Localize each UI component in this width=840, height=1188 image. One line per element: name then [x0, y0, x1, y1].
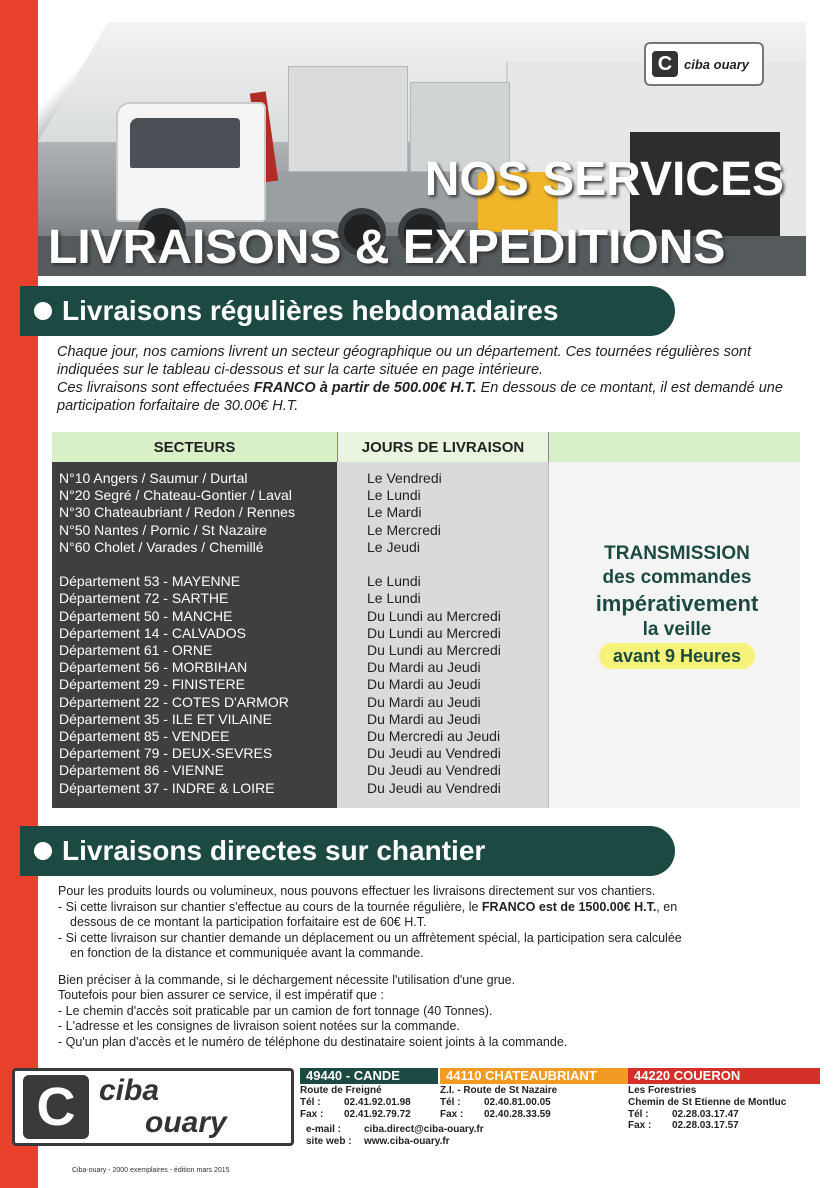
table-cell-day: Du Mardi au Jeudi — [367, 659, 481, 676]
section-banner-regular: Livraisons régulières hebdomadaires — [20, 286, 675, 336]
sector-list — [59, 470, 295, 797]
table-row: Département 50 - MANCHE — [59, 607, 233, 624]
table-row: Département 37 - INDRE & LOIRE — [59, 779, 275, 796]
email-link[interactable]: ciba.direct@ciba-ouary.fr — [364, 1124, 484, 1135]
table-row: Département 53 - MAYENNE — [59, 573, 241, 590]
bullet-icon — [34, 302, 52, 320]
table-row: N°60 Cholet / Varades / Chemillé — [59, 538, 264, 555]
office-cande: 49440 - CANDE Route de Freigné Tél : 02.41.92.01.98 Fax : 02.41.92.79.72 — [300, 1068, 438, 1120]
header-days: JOURS DE LIVRAISON — [337, 432, 549, 462]
logo-mark-icon: C — [23, 1075, 89, 1139]
phone-number[interactable]: 02.41.92.01.98 — [344, 1096, 411, 1108]
delivery-table — [52, 432, 800, 808]
logo-mark-icon: C — [652, 51, 678, 77]
phone-number[interactable]: 02.40.81.00.05 — [484, 1096, 551, 1108]
hero-title-2: LIVRAISONS & EXPEDITIONS — [48, 221, 726, 274]
intro-text: Chaque jour, nos camions livrent un secteur géographique ou un département. Ces tournées régulières sont indiquées sur le tableau ci-dessous et sur la carte située en page intérieure. Ces livraisons sont effectuées FRANCO à partir de 500.00€ H.T. En dessous de ce montant, il est demandé une participation forfaitaire de 30.00€ H.T. — [57, 344, 783, 414]
table-cell-day: Du Lundi au Mercredi — [367, 607, 501, 624]
office-coueron: 44220 COUERON Les Forestries Chemin de St Etienne de Montluc Tél : 02.28.03.17.47 Fax : 02.28.03.17.57 — [628, 1068, 820, 1132]
header-sectors: SECTEURS — [153, 438, 236, 456]
table-cell-day: Le Lundi — [367, 487, 421, 504]
bullet-icon — [34, 842, 52, 860]
table-cell-day: Le Mercredi — [367, 521, 441, 538]
table-cell-day: Du Jeudi au Vendredi — [367, 745, 501, 762]
table-cell-day: Du Jeudi au Vendredi — [367, 779, 501, 796]
table-row: Département 56 - MORBIHAN — [59, 659, 248, 676]
left-red-bar — [0, 0, 38, 1188]
table-row: Département 86 - VIENNE — [59, 762, 224, 779]
phone-number[interactable]: 02.28.03.17.47 — [672, 1108, 739, 1120]
table-cell-day: Le Jeudi — [367, 538, 420, 555]
table-cell-day: Du Mardi au Jeudi — [367, 676, 481, 693]
table-row: N°50 Nantes / Pornic / St Nazaire — [59, 521, 267, 538]
section-banner-direct: Livraisons directes sur chantier — [20, 826, 675, 876]
hero-title-1: NOS SERVICES — [424, 153, 784, 206]
table-row: Département 22 - COTES D'ARMOR — [59, 693, 289, 710]
table-row: Département 14 - CALVADOS — [59, 624, 247, 641]
contact-info: e-mail : ciba.direct@ciba-ouary.fr site web : www.ciba-ouary.fr — [306, 1124, 484, 1147]
table-cell-day: Le Mardi — [367, 504, 422, 521]
table-row: Département 85 - VENDEE — [59, 728, 230, 745]
table-row: Département 35 - ILE ET VILAINE — [59, 710, 272, 727]
table-cell-day: Le Lundi — [367, 573, 421, 590]
table-cell-day: Du Mardi au Jeudi — [367, 693, 481, 710]
hero-logo: C ciba ouary — [644, 42, 764, 86]
table-row: Département 29 - FINISTERE — [59, 676, 245, 693]
table-row: Département 61 - ORNE — [59, 642, 213, 659]
table-row: N°30 Chateaubriant / Redon / Rennes — [59, 504, 295, 521]
table-cell-day: Du Jeudi au Vendredi — [367, 762, 501, 779]
pallet-load — [288, 66, 408, 172]
table-cell-day: Le Vendredi — [367, 470, 442, 486]
website-link[interactable]: www.ciba-ouary.fr — [364, 1135, 450, 1147]
deadline-highlight: avant 9 Heures — [599, 643, 755, 669]
day-list — [367, 470, 501, 797]
table-cell-day: Du Lundi au Mercredi — [367, 642, 501, 659]
hero-photo — [38, 22, 806, 276]
footer-logo: C ciba ouary — [12, 1068, 294, 1146]
table-cell-day: Le Lundi — [367, 590, 421, 607]
office-chateaubriant: 44110 CHATEAUBRIANT Z.I. - Route de St Nazaire Tél : 02.40.81.00.05 Fax : 02.40.28.33.59 — [440, 1068, 628, 1120]
table-row: N°20 Segré / Chateau-Gontier / Laval — [59, 487, 292, 504]
table-row: Département 72 - SARTHE — [59, 590, 229, 607]
transmission-notice: TRANSMISSION des commandes impérativement la veille avant 9 Heures — [572, 542, 782, 669]
table-row: N°10 Angers / Saumur / Durtal — [59, 470, 248, 486]
print-credit: Ciba-ouary - 2000 exemplaires - édition mars 2015 — [72, 1167, 230, 1174]
direct-delivery-text: Pour les produits lourds ou volumineux, nous pouvons effectuer les livraisons directement sur vos chantiers. - Si cette livraison sur chantier s'effectue au cours de la tournée régulière, le FRANCO est de 1500.00€ H.T., en dessous de ce montant la participation forfaitaire est de 60€ H.T. - Si cette livraison sur chantier demande un déplacement ou un affrètement spécial, la participation sera calculée en fonction de la distance et communiquée avant la commande. Bien préciser à la commande, si le déchargement nécessite l'utilisation d'une grue. Toutefois pour bien assurer ce service, il est impératif que : - Le chemin d'accès soit praticable par un camion de fort tonnage (40 Tonnes). - L'adresse et les consignes de livraison soient notées sur la commande. - Qu'un plan d'accès et le numéro de téléphone du destinataire soient joints à la commande. — [58, 884, 682, 1049]
table-row: Département 79 - DEUX-SEVRES — [59, 745, 273, 762]
table-cell-day: Du Mercredi au Jeudi — [367, 728, 501, 745]
table-cell-day: Du Lundi au Mercredi — [367, 624, 501, 641]
table-cell-day: Du Mardi au Jeudi — [367, 710, 481, 727]
